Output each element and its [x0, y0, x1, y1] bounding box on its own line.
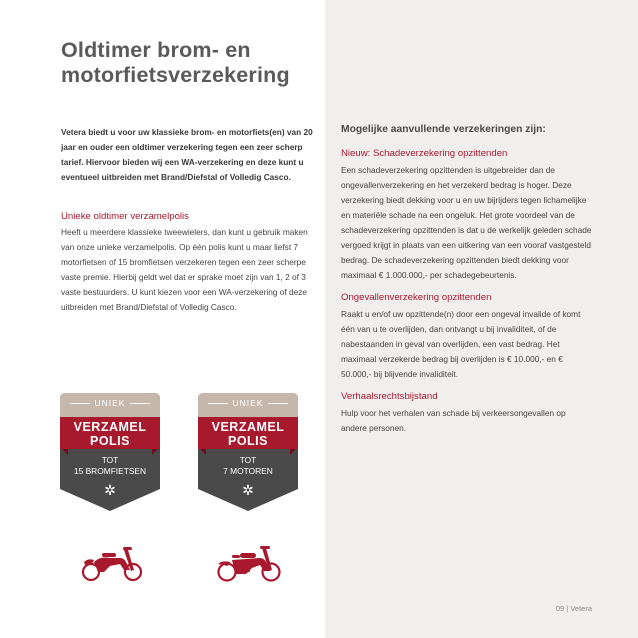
badge-tot-label: TOT	[239, 455, 257, 465]
section-ongevallenverzekering	[341, 291, 593, 382]
intro-paragraph: Vetera biedt u voor uw klassieke brom- en motorfiets(en) van 20 jaar en ouder een oldtimer verzekering tegen een zeer scherp tarief. Hiervoor bieden wij een WA-verzekering en deze kunt u eventueel uitbreiden met Brand/Diefstal of Volledig Casco.	[61, 127, 313, 182]
motorcycle-icon	[216, 544, 282, 582]
badge-amount-label: 15 BROMFIETSEN	[73, 466, 147, 476]
badge-uniek-label: UNIEK	[60, 398, 160, 408]
section-heading: Nieuw: Schadeverzekering opzittenden	[341, 148, 508, 159]
page-title	[61, 38, 321, 88]
section-text: Raakt u en/of uw opzittende(n) door een ongeval invalide of komt één van u te overlijden, dan ontvangt u bij invaliditeit, of de nabestaanden in geval van overlijden, een vast bedrag. Het maximaal verzekerde bedrag bij overlijden is € 10.000,- en € 50.000,- bij blijvende invaliditeit.	[341, 309, 581, 379]
badge-amount-label: 7 MOTOREN	[223, 466, 273, 476]
badge-amount	[60, 455, 160, 477]
badge-tot-label: TOT	[101, 455, 119, 465]
badge-title-line-2: POLIS	[227, 434, 268, 448]
star-icon: ✲	[104, 482, 116, 498]
badge-amount	[198, 455, 298, 477]
verzamelpolis-heading: Unieke oldtimer verzamelpolis	[61, 211, 189, 222]
badge-title	[54, 420, 166, 448]
badge-bromfietsen	[60, 393, 160, 511]
footer-separator: |	[566, 604, 569, 613]
star-icon: ✲	[242, 482, 254, 498]
badge-motoren	[198, 393, 298, 511]
additional-insurance-section	[341, 124, 593, 444]
page-number: 09	[555, 604, 565, 613]
moped-icon	[80, 544, 144, 582]
badge-title-line-2: POLIS	[89, 434, 130, 448]
section-heading: Ongevallenverzekering opzittenden	[341, 292, 492, 303]
section-text: Hulp voor het verhalen van schade bij verkeersongevallen op andere personen.	[341, 408, 566, 433]
title-line-1: Oldtimer brom- en	[61, 38, 251, 62]
section-heading: Verhaalsrechtsbijstand	[341, 391, 438, 402]
badge-title-line-1: VERZAMEL	[211, 420, 285, 434]
section-verhaalsrechtsbijstand	[341, 390, 593, 436]
page-footer	[556, 604, 592, 613]
footer-brand: Vetera	[570, 604, 592, 613]
verzamelpolis-text: Heeft u meerdere klassieke tweewielers, dan kunt u gebruik maken van onze unieke verzamelpolis. Op één polis kunt u maar liefst 7 motorfietsen of 15 bromfietsen verzekeren tegen een zeer scherpe vaste premie. Hierbij geldt wel dat er sprake moet zijn van 1, 2 of 3 vaste bestuurders. U kunt kiezen voor een WA-verzekering of deze uitbreiden met Brand/Diefstal of Volledig Casco.	[61, 227, 308, 312]
badge-title	[192, 420, 304, 448]
additional-insurance-heading: Mogelijke aanvullende verzekeringen zijn:	[341, 124, 546, 135]
section-schadeverzekering	[341, 147, 593, 283]
section-text: Een schadeverzekering opzittenden is uitgebreider dan de ongevallenverzekering en het verzekerd bedrag is hoger. Deze verzekering biedt dekking voor u en uw bijrijders tegen lichamelijke en materiële schade na een ongeluk. Het grote voordeel van de schadeverzekering opzittenden is dat u de werkelijk geleden schade vergoed krijgt in plaats van een uitkering van een vooraf vastgesteld bedrag. De schadeverzekering opzittenden biedt dekking voor maximaal € 1.000.000,- per schadegebeurtenis.	[341, 165, 592, 280]
badge-title-line-1: VERZAMEL	[73, 420, 147, 434]
badge-uniek-label: UNIEK	[198, 398, 298, 408]
verzamelpolis-section	[61, 210, 323, 315]
title-line-2: motorfietsverzekering	[61, 63, 290, 87]
